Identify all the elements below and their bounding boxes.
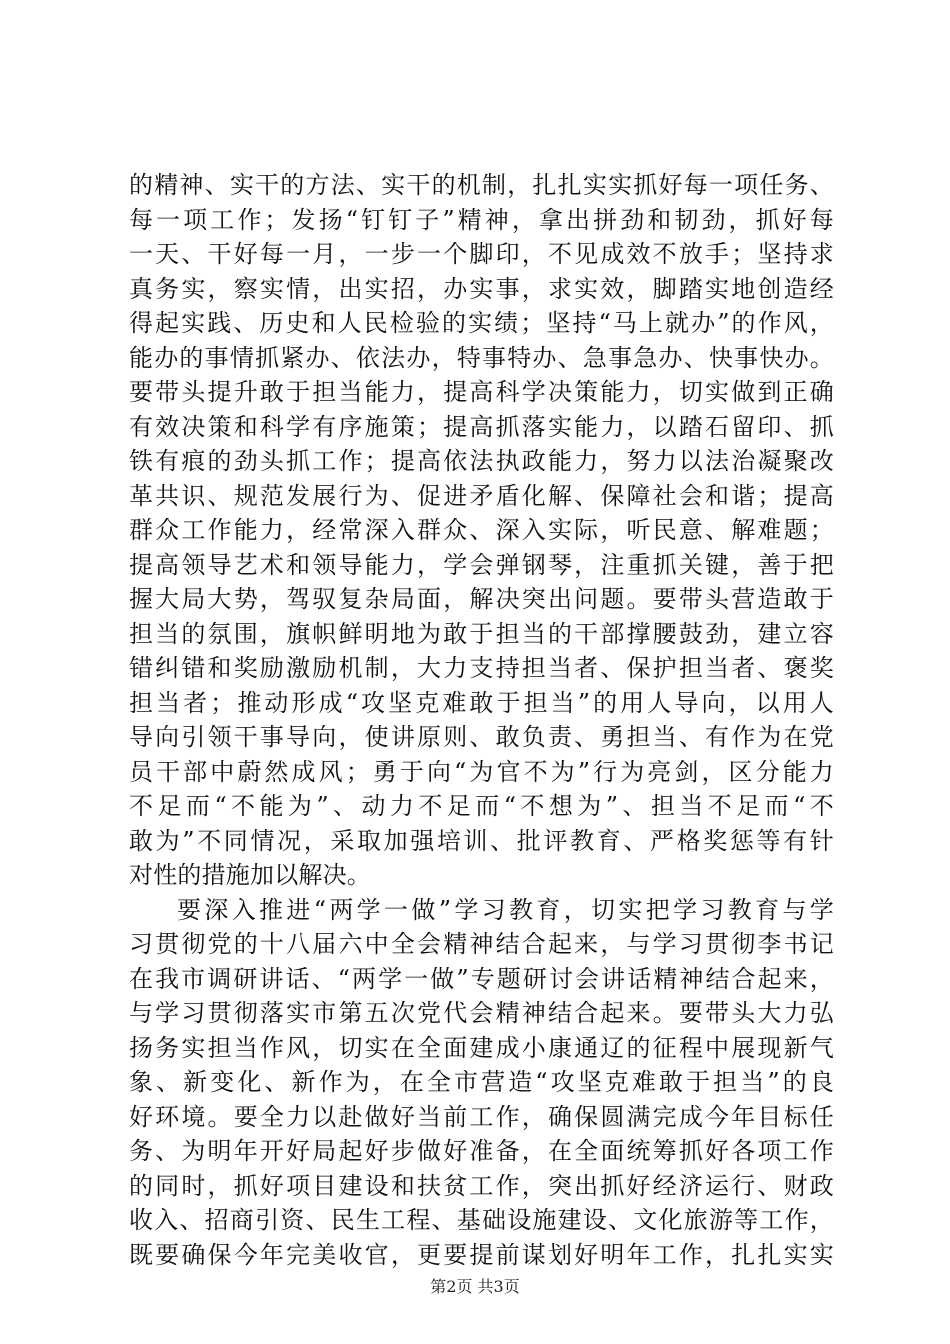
text-line: 务、为明年开好局起好步做好准备，在全面统筹抓好各项工作 [129,1137,834,1165]
text-line: 要带头提升敢于担当能力，提高科学决策能力，切实做到正确 [129,378,834,406]
text-line: 与学习贯彻落实市第五次党代会精神结合起来。要带头大力弘 [129,999,834,1027]
text-line: 的同时，抓好项目建设和扶贫工作，突出抓好经济运行、财政 [129,1171,834,1200]
text-line: 既要确保今年完美收官，更要提前谋划好明年工作，扎扎实实 [129,1240,834,1269]
text-line: 扬务实担当作风，切实在全面建成小康通辽的征程中展现新气 [129,1033,834,1062]
page-footer: 第2页 共3页 [430,1277,520,1296]
text-line: 要深入推进“两学一做”学习教育，切实把学习教育与学 [177,895,834,924]
text-line: 对性的措施加以解决。 [129,861,371,889]
text-line: 担当者；推动形成“攻坚克难敢于担当”的用人导向，以用人 [129,688,834,717]
text-line: 员干部中蔚然成风；勇于向“为官不为”行为亮剑，区分能力 [129,757,834,786]
text-line: 担当的氛围，旗帜鲜明地为敢于担当的干部撑腰鼓劲，建立容 [129,619,834,648]
text-line: 得起实践、历史和人民检验的实绩；坚持“马上就办”的作风， [129,309,834,337]
text-line: 象、新变化、新作为，在全市营造“攻坚克难敢于担当”的良 [129,1068,834,1096]
body-text [129,168,834,1272]
text-line: 每一项工作；发扬“钉钉子”精神，拿出拼劲和韧劲，抓好每 [129,205,834,234]
text-line: 导向引领干事导向，使讲原则、敢负责、勇担当、有作为在党 [129,723,834,751]
text-line: 有效决策和科学有序施策；提高抓落实能力，以踏石留印、抓 [129,412,834,441]
text-line: 真务实，察实情，出实招，办实事，求实效，脚踏实地创造经 [129,274,834,303]
text-line: 革共识、规范发展行为、促进矛盾化解、保障社会和谐；提高 [129,481,834,510]
text-line: 不足而“不能为”、动力不足而“不想为”、担当不足而“不 [129,792,834,820]
text-line: 的精神、实干的方法、实干的机制，扎扎实实抓好每一项任务、 [129,171,834,199]
text-line: 错纠错和奖励激励机制，大力支持担当者、保护担当者、褒奖 [129,654,834,682]
text-line: 习贯彻党的十八届六中全会精神结合起来，与学习贯彻李书记 [129,930,834,958]
text-line: 一天、干好每一月，一步一个脚印，不见成效不放手；坚持求 [129,240,834,268]
text-line: 提高领导艺术和领导能力，学会弹钢琴，注重抓关键，善于把 [129,550,834,579]
text-line: 握大局大势，驾驭复杂局面，解决突出问题。要带头营造敢于 [129,585,834,613]
text-line: 在我市调研讲话、“两学一做”专题研讨会讲话精神结合起来， [129,964,834,993]
text-line: 敢为”不同情况，采取加强培训、批评教育、严格奖惩等有针 [129,826,834,855]
text-line: 好环境。要全力以赴做好当前工作，确保圆满完成今年目标任 [129,1102,834,1131]
text-line: 铁有痕的劲头抓工作；提高依法执政能力，努力以法治凝聚改 [129,447,834,475]
text-line: 收入、招商引资、民生工程、基础设施建设、文化旅游等工作， [129,1206,834,1234]
text-line: 群众工作能力，经常深入群众、深入实际，听民意、解难题； [129,516,834,544]
text-line: 能办的事情抓紧办、依法办，特事特办、急事急办、快事快办。 [129,343,834,372]
